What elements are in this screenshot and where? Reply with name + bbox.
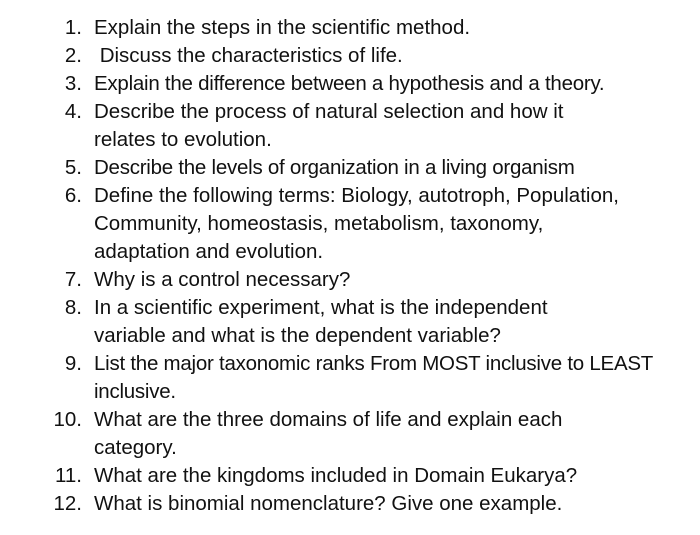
question-text: Explain the difference between a hypothesis and a theory. xyxy=(94,72,605,95)
question-number: 9. xyxy=(64,352,82,375)
question-number: 3. xyxy=(64,72,82,95)
question-text: Explain the steps in the scientific method. xyxy=(94,16,471,39)
question-number: 6. xyxy=(64,184,82,207)
question-number: 7. xyxy=(64,268,82,291)
question-item-8 xyxy=(0,294,700,350)
question-number: 5. xyxy=(64,156,82,179)
question-text: Define the following terms: Biology, autotroph, Population, Community, homeostasis, metabolism, taxonomy, adaptation and evolution. xyxy=(94,184,619,263)
question-text: List the major taxonomic ranks From MOST inclusive to LEAST inclusive. xyxy=(94,352,653,403)
question-item-7 xyxy=(0,266,700,294)
question-list xyxy=(0,14,700,518)
question-text: Describe the process of natural selection and how it relates to evolution. xyxy=(94,100,564,151)
question-item-10 xyxy=(0,406,700,462)
question-number: 2. xyxy=(64,44,82,67)
question-item-2 xyxy=(0,42,700,70)
question-item-4 xyxy=(0,98,700,154)
question-number: 1. xyxy=(64,16,82,39)
question-item-12 xyxy=(0,490,700,518)
question-item-5 xyxy=(0,154,700,182)
question-text: Why is a control necessary? xyxy=(94,268,351,291)
question-item-6 xyxy=(0,182,700,266)
question-number: 8. xyxy=(64,296,82,319)
question-document xyxy=(0,14,700,518)
question-number: 12. xyxy=(53,492,82,515)
question-item-11 xyxy=(0,462,700,490)
question-item-1 xyxy=(0,14,700,42)
question-number: 11. xyxy=(55,464,82,487)
question-text: Describe the levels of organization in a living organism xyxy=(94,156,575,179)
question-number: 10. xyxy=(53,408,82,431)
question-text: What is binomial nomenclature? Give one example. xyxy=(94,492,563,515)
question-number: 4. xyxy=(64,100,82,123)
question-text: What are the kingdoms included in Domain Eukarya? xyxy=(94,464,578,487)
question-text: Discuss the characteristics of life. xyxy=(94,44,403,67)
question-item-3 xyxy=(0,70,700,98)
question-text: What are the three domains of life and explain each category. xyxy=(94,408,563,459)
question-item-9 xyxy=(0,350,700,406)
question-text: In a scientific experiment, what is the independent variable and what is the dependent variable? xyxy=(94,296,548,347)
